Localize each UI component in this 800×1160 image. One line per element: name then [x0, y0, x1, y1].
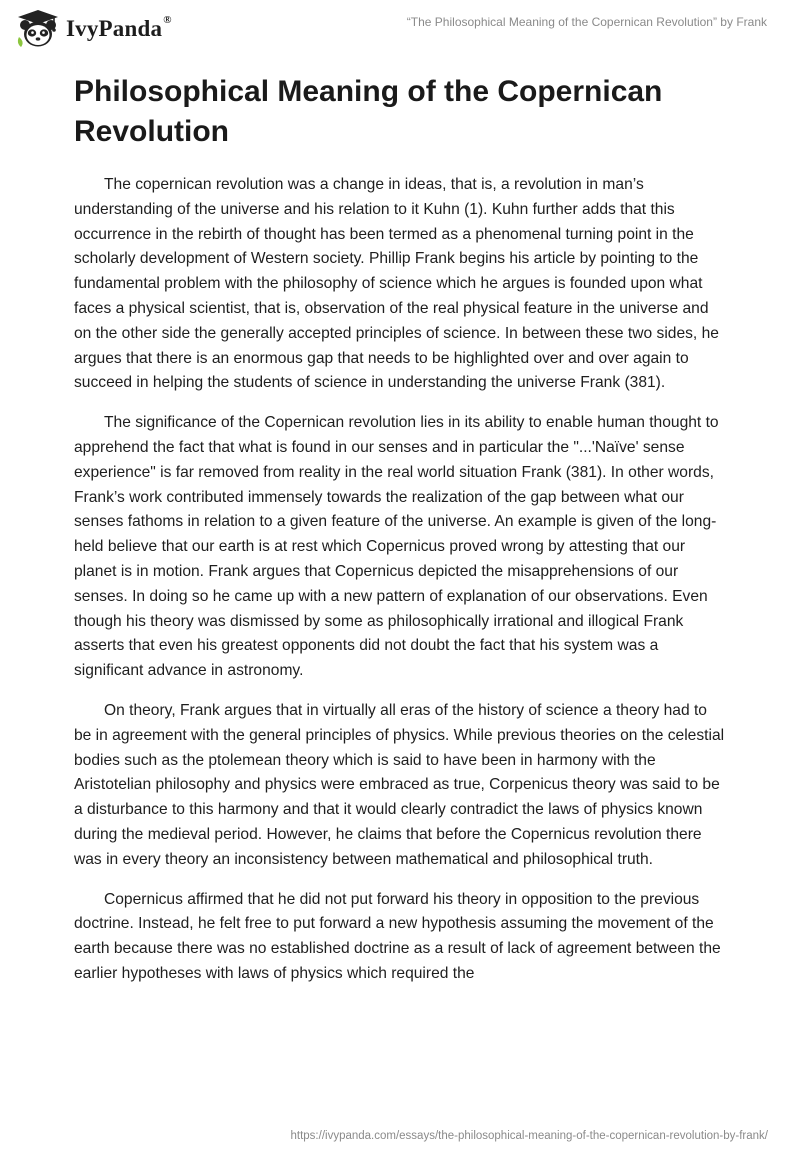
- brand-name-text: IvyPanda: [66, 16, 163, 41]
- paragraph-3: On theory, Frank argues that in virtually all eras of the history of science a theory had to be in agreement with the general principles of physics. While previous theories on the celestial bodies such as the ptolemean theory which is said to have been in harmony with the Aristotelian philosophy and physics were embraced as true, Corpenicus theory was said to be a disturbance to this harmony and that it would clearly contradict the laws of physics known during the medieval period. However, he claims that before the Copernicus revolution there was in every theory an inconsistency between mathematical and philosophical truth.: [74, 701, 725, 868]
- page-title: Philosophical Meaning of the Copernican Revolution: [74, 75, 663, 148]
- panda-logo-icon: [16, 9, 60, 49]
- source-url[interactable]: https://ivypanda.com/essays/the-philosophical-meaning-of-the-copernican-revolution-by-frank/: [290, 1130, 768, 1142]
- article-body: [74, 173, 726, 1002]
- paragraph-1: The copernican revolution was a change in ideas, that is, a revolution in man’s understanding of the universe and his relation to it Kuhn (1). Kuhn further adds that this occurrence in the rebirth of thought has been termed as a phenomenal turning point in the scholarly development of Western society. Phillip Frank begins his article by pointing to the fundamental problem with the philosophy of science which he argues is founded upon what faces a physical scientist, that is, observation of the real physical feature in the universe and on the other side the generally accepted principles of science. In between these two sides, he argues that there is an enormous gap that needs to be highlighted over and over again to succeed in helping the students of science in understanding the universe Frank (381).: [74, 176, 719, 392]
- document-title: “The Philosophical Meaning of the Copernican Revolution” by Frank: [406, 15, 767, 29]
- registered-mark: ®: [163, 14, 172, 27]
- paragraph-4: Copernicus affirmed that he did not put forward his theory in opposition to the previous doctrine. Instead, he felt free to put forward a new hypothesis assuming the movement of the earth because there was no established doctrine as a result of lack of agreement between the earlier hypotheses with laws of physics which required the: [74, 890, 721, 982]
- brand-name: [66, 16, 172, 42]
- paragraph-2: The significance of the Copernican revolution lies in its ability to enable human thought to apprehend the fact that what is found in our senses and in particular the "...'Naïve' sense experience" is far removed from reality in the real world situation Frank (381). In other words, Frank’s work contributed immensely towards the realization of the gap between what our senses fathoms in relation to a given feature of the universe. An example is given of the long-held believe that our earth is at rest which Copernicus proved wrong by attesting that our planet is in motion. Frank argues that Copernicus depicted the misapprehensions of our senses. In doing so he came up with a new pattern of explanation of our observations. Even though his theory was dismissed by some as philosophically irrational and illogical Frank asserts that even his greatest opponents did not doubt the fact that his system was a significant advance in astronomy.: [74, 414, 719, 680]
- page-header: [0, 0, 800, 56]
- brand-logo[interactable]: [16, 9, 172, 49]
